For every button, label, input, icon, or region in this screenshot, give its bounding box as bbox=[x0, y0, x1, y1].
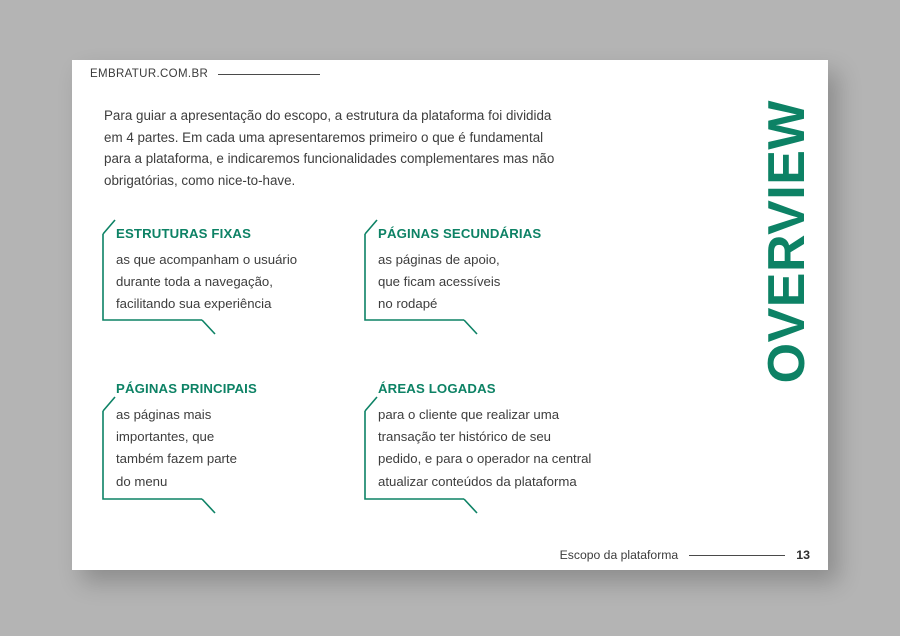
block-line: para o cliente que realizar uma bbox=[378, 407, 560, 422]
presentation-slide bbox=[72, 60, 828, 570]
block-line: pedido, e para o operador na central bbox=[378, 451, 592, 467]
block-body bbox=[356, 373, 656, 493]
block-line: facilitando sua experiência bbox=[116, 296, 272, 312]
block-lines bbox=[378, 249, 618, 316]
page-number: 13 bbox=[796, 548, 810, 562]
block-line: as páginas de apoio, bbox=[378, 252, 500, 267]
block-lines bbox=[378, 404, 656, 493]
block-lines bbox=[116, 249, 356, 316]
block-title: PÁGINAS SECUNDÁRIAS bbox=[378, 226, 542, 241]
blocks-row-top bbox=[94, 208, 694, 373]
block-title: ESTRUTURAS FIXAS bbox=[116, 226, 252, 241]
block-line: as páginas mais bbox=[116, 407, 212, 422]
block-line: no rodapé bbox=[378, 296, 438, 312]
footer-rule-divider bbox=[689, 555, 785, 556]
block-estruturas-fixas bbox=[94, 208, 356, 373]
block-paginas-principais bbox=[94, 373, 356, 523]
intro-line-3: para a plataforma, e indicaremos funcionalidades complementares mas não bbox=[104, 151, 555, 167]
block-line: as que acompanham o usuário bbox=[116, 252, 298, 267]
brand-label: EMBRATUR.COM.BR bbox=[90, 68, 209, 80]
block-lines bbox=[116, 404, 356, 493]
footer-section-label: Escopo da plataforma bbox=[559, 548, 679, 562]
blocks-row-bottom bbox=[94, 373, 694, 523]
section-title-text: OVERVIEW bbox=[758, 100, 816, 384]
slide-footer bbox=[560, 548, 810, 562]
block-line: que ficam acessíveis bbox=[378, 274, 501, 290]
header-rule-divider bbox=[218, 74, 320, 75]
block-areas-logadas bbox=[356, 373, 656, 523]
intro-paragraph bbox=[104, 105, 604, 191]
block-title: PÁGINAS PRINCIPAIS bbox=[116, 381, 257, 396]
blocks-grid bbox=[94, 208, 694, 523]
block-body bbox=[94, 373, 356, 493]
slide-header bbox=[90, 68, 320, 80]
block-line: transação ter histórico de seu bbox=[378, 429, 551, 445]
block-paginas-secundarias bbox=[356, 208, 618, 373]
block-line: importantes, que bbox=[116, 429, 215, 445]
section-title-vertical bbox=[754, 100, 820, 410]
intro-line-2: em 4 partes. Em cada uma apresentaremos primeiro o que é fundamental bbox=[104, 129, 544, 145]
block-body bbox=[356, 208, 618, 316]
block-line: durante toda a navegação, bbox=[116, 274, 273, 290]
block-line: do menu bbox=[116, 473, 168, 489]
intro-line-1: Para guiar a apresentação do escopo, a estrutura da plataforma foi dividida bbox=[104, 108, 552, 123]
block-title: ÁREAS LOGADAS bbox=[378, 381, 496, 396]
block-line: também fazem parte bbox=[116, 451, 237, 467]
block-body bbox=[94, 208, 356, 316]
intro-line-4: obrigatórias, como nice-to-have. bbox=[104, 172, 296, 188]
block-line: atualizar conteúdos da plataforma bbox=[378, 473, 577, 489]
